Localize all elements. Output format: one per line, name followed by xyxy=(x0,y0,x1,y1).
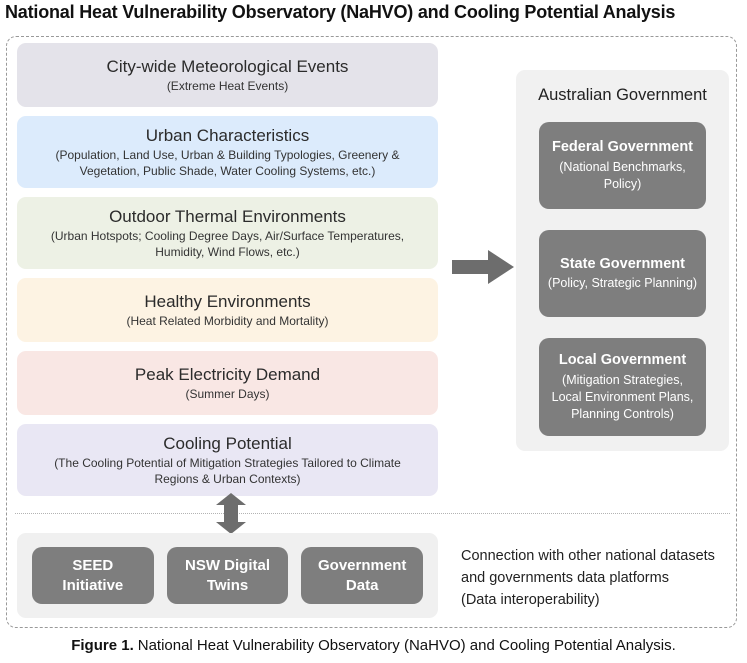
seed-initiative-box: SEED Initiative xyxy=(32,547,154,604)
interoperability-note-text: Connection with other national datasets and governments data platforms xyxy=(461,548,715,586)
observatory-layers xyxy=(17,43,438,496)
page-title: National Heat Vulnerability Observatory (NaHVO) and Cooling Potential Analysis xyxy=(5,2,676,22)
australian-government-panel xyxy=(516,70,729,451)
layer-subtitle: (Summer Days) xyxy=(185,386,270,401)
state-government-box xyxy=(539,230,706,317)
government-box-title: Federal Government xyxy=(551,139,693,156)
layer-box-peak-electricity-demand xyxy=(17,351,438,415)
layer-title: Peak Electricity Demand xyxy=(134,364,321,384)
data-platforms-panel xyxy=(17,533,438,618)
layer-subtitle: (Extreme Heat Events) xyxy=(166,78,289,93)
layer-box-outdoor-thermal-environments xyxy=(17,197,438,269)
layer-subtitle: (Population, Land Use, Urban & Building Typologies, Greenery & Vegetation, Public Shade, Water Cooling Systems, etc.) xyxy=(55,148,400,178)
layer-title: City-wide Meteorological Events xyxy=(106,56,349,76)
dashed-divider xyxy=(15,513,730,514)
layer-title: Cooling Potential xyxy=(163,433,292,453)
government-box-subtitle: (Policy, Strategic Planning) xyxy=(547,276,698,291)
layer-subtitle: (Urban Hotspots; Cooling Degree Days, Air/Surface Temperatures, Humidity, Wind Flows, etc.) xyxy=(50,229,405,259)
layer-box-healthy-environments xyxy=(17,278,438,342)
interoperability-note xyxy=(461,546,737,611)
figure-caption xyxy=(0,637,747,654)
layer-title: Healthy Environments xyxy=(144,291,311,311)
data-exchange-double-arrow-icon xyxy=(216,493,246,534)
government-box-title: Local Government xyxy=(558,352,687,369)
flow-arrow-right-icon xyxy=(452,250,514,284)
government-data-box: Government Data xyxy=(301,547,423,604)
interoperability-note-subtext: (Data interoperability) xyxy=(461,591,600,608)
layer-box-urban-characteristics xyxy=(17,116,438,188)
government-boxes xyxy=(539,122,706,436)
diagram-container xyxy=(6,36,737,628)
layer-title: Urban Characteristics xyxy=(145,125,310,145)
layer-box-cooling-potential xyxy=(17,424,438,496)
figure-caption-text: National Heat Vulnerability Observatory (NaHVO) and Cooling Potential Analysis. xyxy=(137,637,676,654)
government-box-title: State Government xyxy=(560,255,685,272)
layer-title: Outdoor Thermal Environments xyxy=(109,206,346,226)
layer-subtitle: (The Cooling Potential of Mitigation Strategies Tailored to Climate Regions & Urban Contexts) xyxy=(54,456,401,486)
government-box-subtitle: (Mitigation Strategies, Local Environment Plans, Planning Controls) xyxy=(551,373,694,421)
australian-government-title: Australian Government xyxy=(538,86,707,104)
nsw-digital-twins-box: NSW Digital Twins xyxy=(167,547,289,604)
government-box-subtitle: (National Benchmarks, Policy) xyxy=(559,160,686,191)
figure-caption-label: Figure 1. xyxy=(71,637,134,654)
federal-government-box xyxy=(539,122,706,209)
layer-subtitle: (Heat Related Morbidity and Mortality) xyxy=(126,313,329,328)
local-government-box xyxy=(539,338,706,436)
layer-box-city-wide-meteorological-events xyxy=(17,43,438,107)
